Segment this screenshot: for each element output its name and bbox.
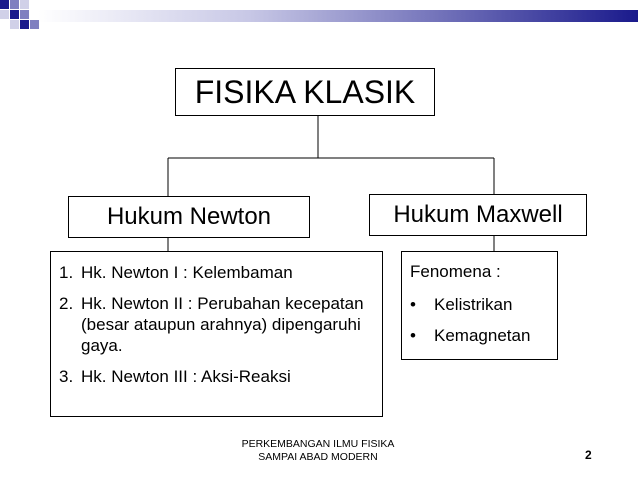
list-item — [59, 262, 374, 283]
newton-node — [68, 196, 310, 238]
list-item-text: Kelistrikan — [434, 295, 513, 314]
newton-node-label: Hukum Newton — [106, 203, 272, 230]
bullet-icon: • — [410, 295, 416, 314]
page-number: 2 — [585, 448, 592, 462]
footer-line-2: SAMPAI ABAD MODERN — [258, 451, 378, 463]
root-node — [175, 68, 435, 116]
maxwell-node — [369, 194, 587, 236]
list-item — [410, 294, 549, 315]
list-item-number: 3. — [59, 367, 74, 386]
list-item-text: Hk. Newton III : Aksi-Reaksi — [81, 367, 291, 386]
bullet-icon: • — [410, 326, 416, 345]
list-item-text: Hk. Newton II : Perubahan kecepatan (besar ataupun arahnya) dipengaruhi gaya. — [81, 294, 364, 355]
list-item-number: 1. — [59, 263, 74, 282]
list-item — [59, 366, 374, 387]
list-item-number: 2. — [59, 294, 74, 313]
slide-footer — [218, 438, 418, 464]
list-item-text: Hk. Newton I : Kelembaman — [81, 263, 293, 282]
newton-laws-list — [50, 251, 383, 417]
footer-line-1: PERKEMBANGAN ILMU FISIKA — [241, 438, 395, 450]
phenomena-heading: Fenomena : — [410, 262, 501, 281]
root-node-label: FISIKA KLASIK — [194, 73, 416, 110]
maxwell-node-label: Hukum Maxwell — [393, 201, 563, 228]
list-item — [410, 325, 549, 346]
maxwell-phenomena-list — [401, 251, 558, 360]
list-item — [59, 293, 374, 356]
list-item-text: Kemagnetan — [434, 326, 531, 345]
